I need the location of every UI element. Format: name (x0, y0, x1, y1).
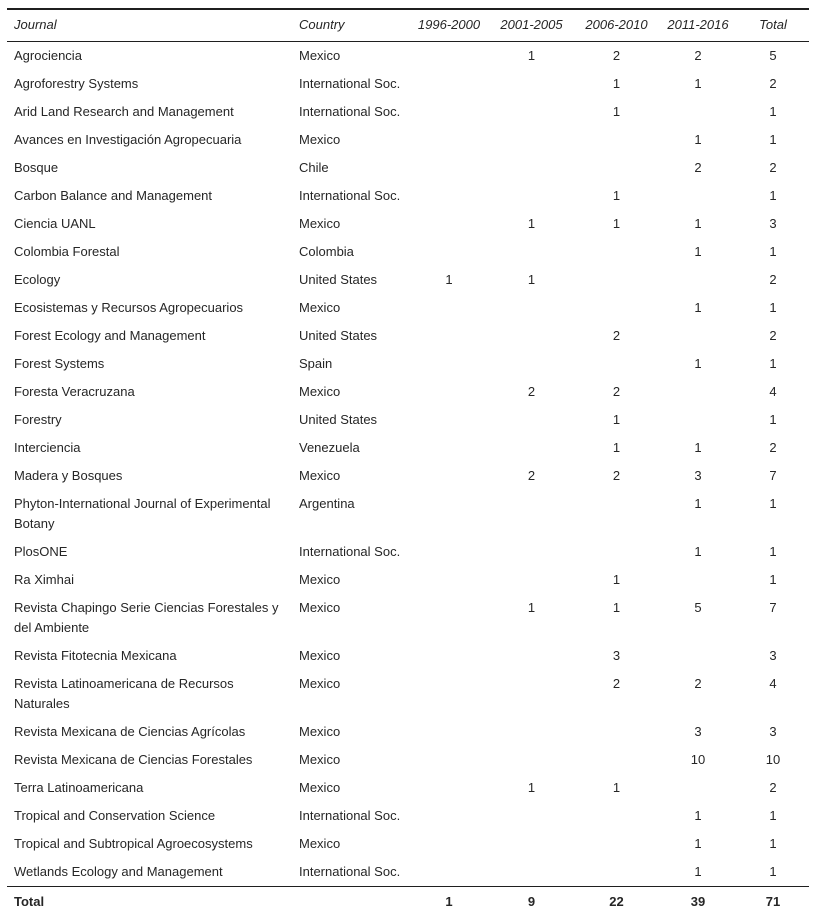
period-1996-2000-cell: 1 (445, 272, 453, 287)
period-2006-2010-cell: 1 (612, 216, 621, 231)
journal-cell: Revista Fitotecnia Mexicana (14, 648, 177, 663)
country-cell: United States (299, 272, 378, 287)
period-2001-2005-cell (489, 538, 574, 566)
country-cell: Mexico (299, 648, 341, 663)
period-2011-2016-cell (659, 406, 737, 434)
period-1996-2000-cell (409, 462, 489, 490)
period-2011-2016-cell (659, 322, 737, 350)
period-2001-2005-cell (489, 154, 574, 182)
period-2001-2005-cell (489, 670, 574, 718)
period-2011-2016-cell: 1 (694, 496, 702, 511)
period-1996-2000-cell (409, 594, 489, 642)
period-2011-2016-cell (659, 774, 737, 802)
total-2006-2010: 22 (574, 887, 659, 911)
journal-cell: Carbon Balance and Management (14, 188, 213, 203)
period-2006-2010-cell (574, 802, 659, 830)
row-total-cell: 1 (769, 132, 777, 147)
period-1996-2000-cell (409, 718, 489, 746)
period-1996-2000-cell (409, 434, 489, 462)
header-row (7, 9, 809, 42)
period-2011-2016-cell: 1 (694, 132, 702, 147)
country-cell: Mexico (299, 600, 341, 615)
country-cell: Mexico (299, 300, 341, 315)
country-cell: Chile (299, 160, 329, 175)
period-2011-2016-cell: 1 (694, 300, 702, 315)
period-2011-2016-cell: 3 (694, 468, 702, 483)
row-total-cell: 2 (769, 76, 777, 91)
table-row (7, 98, 809, 126)
period-2011-2016-cell: 2 (694, 676, 702, 691)
period-1996-2000-cell (409, 774, 489, 802)
period-2001-2005-cell (489, 642, 574, 670)
period-2011-2016-cell: 1 (694, 864, 702, 879)
period-2001-2005-cell (489, 98, 574, 126)
period-1996-2000-cell (409, 670, 489, 718)
period-2001-2005-cell: 1 (527, 48, 536, 63)
period-2011-2016-cell: 10 (690, 752, 706, 767)
country-cell: Mexico (299, 48, 341, 63)
country-cell: International Soc. (299, 188, 401, 203)
period-2006-2010-cell: 2 (612, 384, 621, 399)
table-row (7, 566, 809, 594)
period-2006-2010-cell (574, 830, 659, 858)
period-1996-2000-cell (409, 42, 489, 71)
country-cell: Mexico (299, 836, 341, 851)
period-2001-2005-cell (489, 350, 574, 378)
period-2001-2005-cell: 1 (527, 272, 536, 287)
column-header-2011-2016: 2011-2016 (659, 9, 737, 42)
period-2001-2005-cell: 1 (527, 216, 536, 231)
period-1996-2000-cell (409, 746, 489, 774)
period-2011-2016-cell: 1 (694, 76, 702, 91)
row-total-cell: 1 (769, 496, 777, 511)
period-2006-2010-cell: 1 (612, 572, 621, 587)
country-cell: Mexico (299, 752, 341, 767)
period-2006-2010-cell: 1 (612, 440, 621, 455)
table-row (7, 490, 809, 538)
period-1996-2000-cell (409, 566, 489, 594)
table-row (7, 378, 809, 406)
country-cell: Mexico (299, 572, 341, 587)
table-row (7, 774, 809, 802)
journal-cell: Foresta Veracruzana (14, 384, 135, 399)
period-2011-2016-cell: 1 (694, 216, 702, 231)
period-2011-2016-cell (659, 378, 737, 406)
journal-cell: Revista Mexicana de Ciencias Agrícolas (14, 724, 246, 739)
table-row (7, 350, 809, 378)
period-1996-2000-cell (409, 98, 489, 126)
journal-cell: Terra Latinoamericana (14, 780, 144, 795)
journal-cell: Phyton-International Journal of Experimental Botany (14, 496, 271, 531)
period-2001-2005-cell (489, 238, 574, 266)
country-cell: Argentina (299, 496, 355, 511)
period-1996-2000-cell (409, 294, 489, 322)
journal-cell: Tropical and Subtropical Agroecosystems (14, 836, 253, 851)
period-2006-2010-cell (574, 538, 659, 566)
country-cell: Mexico (299, 384, 341, 399)
journal-cell: Colombia Forestal (14, 244, 120, 259)
period-2006-2010-cell: 1 (612, 412, 621, 427)
period-2001-2005-cell (489, 322, 574, 350)
period-2001-2005-cell (489, 294, 574, 322)
country-cell: International Soc. (299, 864, 401, 879)
row-total-cell: 7 (769, 468, 777, 483)
row-total-cell: 7 (769, 600, 777, 615)
period-2001-2005-cell (489, 182, 574, 210)
table-row (7, 154, 809, 182)
total-2001-2005: 9 (489, 887, 574, 911)
table-row (7, 718, 809, 746)
journal-cell: Agroforestry Systems (14, 76, 139, 91)
period-2006-2010-cell (574, 154, 659, 182)
period-2006-2010-cell: 1 (612, 600, 621, 615)
journal-cell: Avances en Investigación Agropecuaria (14, 132, 242, 147)
table-row (7, 238, 809, 266)
period-2006-2010-cell (574, 718, 659, 746)
period-2006-2010-cell: 2 (612, 468, 621, 483)
table-body (7, 42, 809, 887)
journals-by-period-table (7, 8, 809, 911)
journal-cell: Madera y Bosques (14, 468, 123, 483)
period-2006-2010-cell: 2 (612, 676, 621, 691)
row-total-cell: 1 (769, 300, 777, 315)
row-total-cell: 1 (769, 864, 777, 879)
period-2006-2010-cell: 2 (612, 328, 621, 343)
period-2001-2005-cell (489, 434, 574, 462)
row-total-cell: 1 (769, 412, 777, 427)
country-cell: International Soc. (299, 544, 401, 559)
period-2006-2010-cell (574, 858, 659, 887)
period-1996-2000-cell (409, 538, 489, 566)
journal-cell: Ra Ximhai (14, 572, 74, 587)
row-total-cell: 4 (769, 384, 777, 399)
row-total-cell: 2 (769, 328, 777, 343)
period-2006-2010-cell: 1 (612, 780, 621, 795)
country-cell: International Soc. (299, 76, 401, 91)
period-1996-2000-cell (409, 70, 489, 98)
period-2006-2010-cell: 2 (612, 48, 621, 63)
journal-cell: Revista Mexicana de Ciencias Forestales (14, 752, 253, 767)
country-cell: International Soc. (299, 104, 401, 119)
row-total-cell: 1 (769, 836, 777, 851)
table-row (7, 126, 809, 154)
period-2001-2005-cell (489, 70, 574, 98)
total-2011-2016: 39 (659, 887, 737, 911)
period-2006-2010-cell (574, 746, 659, 774)
period-1996-2000-cell (409, 322, 489, 350)
period-2001-2005-cell: 1 (527, 780, 536, 795)
table-row (7, 858, 809, 887)
table-row (7, 594, 809, 642)
table-row (7, 538, 809, 566)
period-2006-2010-cell: 3 (612, 648, 621, 663)
period-2001-2005-cell (489, 746, 574, 774)
country-cell: Mexico (299, 676, 341, 691)
table-row (7, 642, 809, 670)
table-row (7, 434, 809, 462)
journal-cell: Forestry (14, 412, 62, 427)
period-2011-2016-cell: 1 (694, 544, 702, 559)
row-total-cell: 1 (769, 808, 777, 823)
period-1996-2000-cell (409, 858, 489, 887)
period-2006-2010-cell (574, 350, 659, 378)
journal-cell: Ecology (14, 272, 61, 287)
table-row (7, 406, 809, 434)
row-total-cell: 3 (769, 648, 777, 663)
table-row (7, 462, 809, 490)
period-2001-2005-cell (489, 490, 574, 538)
table-row (7, 266, 809, 294)
column-header-1996-2000: 1996-2000 (409, 9, 489, 42)
journal-cell: Bosque (14, 160, 59, 175)
journal-cell: Interciencia (14, 440, 81, 455)
period-1996-2000-cell (409, 238, 489, 266)
period-2011-2016-cell (659, 182, 737, 210)
row-total-cell: 3 (769, 724, 777, 739)
table-row (7, 322, 809, 350)
country-cell: Mexico (299, 216, 341, 231)
period-2011-2016-cell: 2 (694, 160, 702, 175)
journal-cell: Agrociencia (14, 48, 82, 63)
period-2006-2010-cell: 1 (612, 76, 621, 91)
period-2001-2005-cell (489, 830, 574, 858)
period-1996-2000-cell (409, 378, 489, 406)
table-row (7, 182, 809, 210)
period-2001-2005-cell: 2 (527, 384, 536, 399)
total-row (7, 887, 809, 911)
period-2011-2016-cell: 1 (694, 244, 702, 259)
period-2011-2016-cell: 3 (694, 724, 702, 739)
period-2001-2005-cell (489, 126, 574, 154)
row-total-cell: 1 (769, 104, 777, 119)
period-2011-2016-cell: 5 (694, 600, 702, 615)
journal-cell: Ecosistemas y Recursos Agropecuarios (14, 300, 244, 315)
table-row (7, 746, 809, 774)
journal-cell: Arid Land Research and Management (14, 104, 234, 119)
period-1996-2000-cell (409, 126, 489, 154)
period-2011-2016-cell: 1 (694, 836, 702, 851)
row-total-cell: 1 (769, 188, 777, 203)
country-cell: Mexico (299, 724, 341, 739)
journal-cell: Revista Latinoamericana de Recursos Naturales (14, 676, 234, 711)
total-label: Total (7, 887, 295, 911)
period-2006-2010-cell: 1 (612, 104, 621, 119)
period-2001-2005-cell (489, 406, 574, 434)
column-header-2006-2010: 2006-2010 (574, 9, 659, 42)
column-header-2001-2005: 2001-2005 (489, 9, 574, 42)
journal-cell: Forest Systems (14, 356, 105, 371)
period-1996-2000-cell (409, 350, 489, 378)
period-1996-2000-cell (409, 154, 489, 182)
country-cell: Spain (299, 356, 333, 371)
column-header-journal: Journal (7, 9, 295, 42)
journal-cell: Revista Chapingo Serie Ciencias Forestales y del Ambiente (14, 600, 279, 635)
row-total-cell: 5 (769, 48, 777, 63)
journal-cell: PlosONE (14, 544, 68, 559)
table-row (7, 42, 809, 71)
table-row (7, 210, 809, 238)
country-cell: Mexico (299, 468, 341, 483)
country-cell: Colombia (299, 244, 354, 259)
row-total-cell: 1 (769, 572, 777, 587)
period-2006-2010-cell: 1 (612, 188, 621, 203)
column-header-country: Country (295, 9, 409, 42)
period-2001-2005-cell: 1 (527, 600, 536, 615)
country-cell: United States (299, 412, 378, 427)
row-total-cell: 1 (769, 244, 777, 259)
period-2006-2010-cell (574, 294, 659, 322)
country-cell: United States (299, 328, 378, 343)
period-2001-2005-cell (489, 858, 574, 887)
total-total: 71 (737, 887, 809, 911)
period-2006-2010-cell (574, 490, 659, 538)
period-2001-2005-cell: 2 (527, 468, 536, 483)
period-2011-2016-cell (659, 566, 737, 594)
period-2011-2016-cell: 2 (694, 48, 702, 63)
country-cell: Mexico (299, 132, 341, 147)
row-total-cell: 10 (765, 752, 781, 767)
row-total-cell: 1 (769, 544, 777, 559)
journal-cell: Tropical and Conservation Science (14, 808, 216, 823)
period-1996-2000-cell (409, 406, 489, 434)
row-total-cell: 1 (769, 356, 777, 371)
period-2011-2016-cell: 1 (694, 440, 702, 455)
total-country-cell (295, 887, 409, 911)
period-1996-2000-cell (409, 830, 489, 858)
period-2006-2010-cell (574, 126, 659, 154)
period-1996-2000-cell (409, 210, 489, 238)
period-2011-2016-cell (659, 266, 737, 294)
column-header-total: Total (737, 9, 809, 42)
period-2011-2016-cell: 1 (694, 356, 702, 371)
row-total-cell: 4 (769, 676, 777, 691)
row-total-cell: 2 (769, 780, 777, 795)
period-1996-2000-cell (409, 642, 489, 670)
period-1996-2000-cell (409, 802, 489, 830)
journal-cell: Wetlands Ecology and Management (14, 864, 223, 879)
period-2011-2016-cell: 1 (694, 808, 702, 823)
period-2011-2016-cell (659, 642, 737, 670)
journal-cell: Forest Ecology and Management (14, 328, 206, 343)
country-cell: International Soc. (299, 808, 401, 823)
period-1996-2000-cell (409, 182, 489, 210)
total-1996-2000: 1 (409, 887, 489, 911)
period-2001-2005-cell (489, 566, 574, 594)
country-cell: Mexico (299, 780, 341, 795)
period-2011-2016-cell (659, 98, 737, 126)
row-total-cell: 2 (769, 440, 777, 455)
period-2001-2005-cell (489, 802, 574, 830)
row-total-cell: 3 (769, 216, 777, 231)
period-2006-2010-cell (574, 238, 659, 266)
period-2006-2010-cell (574, 266, 659, 294)
table-row (7, 294, 809, 322)
table-row (7, 70, 809, 98)
table-row (7, 670, 809, 718)
country-cell: Venezuela (299, 440, 360, 455)
table-row (7, 830, 809, 858)
table-row (7, 802, 809, 830)
row-total-cell: 2 (769, 272, 777, 287)
period-1996-2000-cell (409, 490, 489, 538)
row-total-cell: 2 (769, 160, 777, 175)
journal-cell: Ciencia UANL (14, 216, 96, 231)
period-2001-2005-cell (489, 718, 574, 746)
